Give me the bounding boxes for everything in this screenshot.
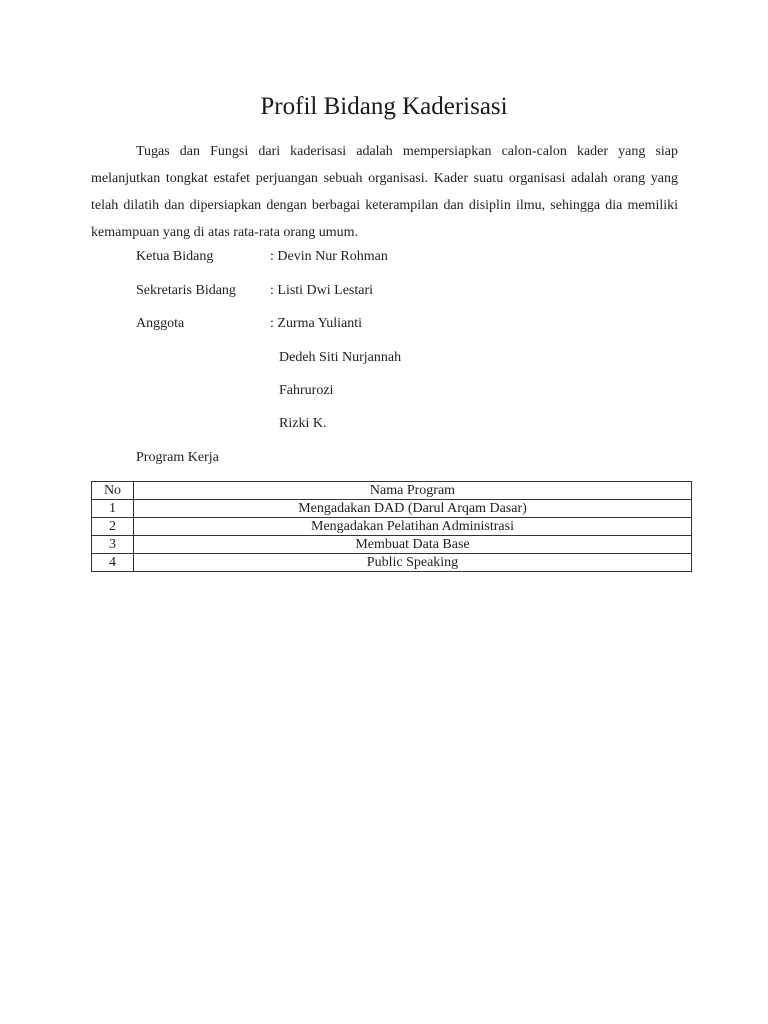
officer-value: : Devin Nur Rohman	[270, 249, 388, 264]
column-header-program: Nama Program	[134, 482, 692, 500]
officer-value: : Zurma Yulianti	[270, 316, 363, 331]
officer-label: Sekretaris Bidang	[136, 283, 236, 298]
member-name: Fahrurozi	[279, 383, 334, 398]
row-number: 4	[92, 554, 134, 572]
page-title: Profil Bidang Kaderisasi	[260, 93, 508, 120]
row-number: 2	[92, 518, 134, 536]
member-name: Dedeh Siti Nurjannah	[279, 350, 402, 365]
table-row	[92, 518, 692, 536]
program-heading: Program Kerja	[136, 450, 219, 465]
row-number: 1	[92, 500, 134, 518]
officer-value: : Listi Dwi Lestari	[270, 283, 374, 298]
row-number: 3	[92, 536, 134, 554]
program-name: Public Speaking	[134, 554, 692, 572]
column-header-no: No	[92, 482, 134, 500]
member-name: Rizki K.	[279, 416, 327, 431]
table-row	[92, 500, 692, 518]
program-name: Mengadakan DAD (Darul Arqam Dasar)	[134, 500, 692, 518]
program-name: Mengadakan Pelatihan Administrasi	[134, 518, 692, 536]
program-table	[91, 481, 692, 572]
table-row	[92, 536, 692, 554]
table-row	[92, 554, 692, 572]
officer-row-ketua	[136, 247, 388, 267]
table-header-row	[92, 482, 692, 500]
intro-paragraph: Tugas dan Fungsi dari kaderisasi adalah mempersiapkan calon-calon kader yang siap melanjutkan tongkat estafet perjuangan sebuah organisasi. Kader suatu organisasi adalah orang yang telah dilatih dan dipersiapkan dengan berbagai keterampilan dan disiplin ilmu, sehingga dia memiliki kemampuan yang di atas rata-rata orang umum.	[91, 144, 678, 240]
officer-row-sekretaris	[136, 281, 373, 301]
officer-label: Ketua Bidang	[136, 249, 214, 264]
officer-label: Anggota	[136, 316, 185, 331]
program-name: Membuat Data Base	[134, 536, 692, 554]
officer-row-anggota	[136, 314, 362, 334]
